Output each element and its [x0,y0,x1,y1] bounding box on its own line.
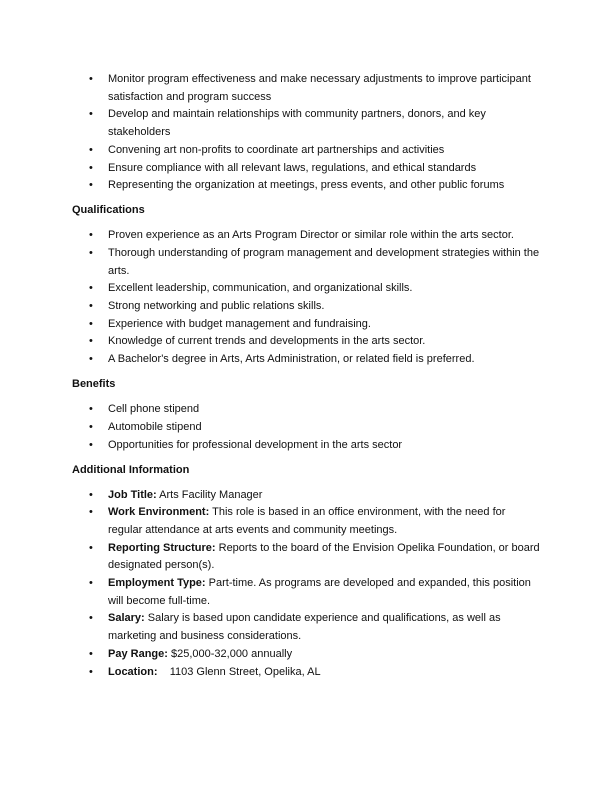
bullet-icon: • [89,647,93,660]
benefits-list [72,401,542,454]
item-label: Salary: [108,612,145,625]
benefits-heading: Benefits [72,378,116,391]
list-item: • Develop and maintain relationships with community partners, donors, and key stakeholders [89,108,486,139]
item-label: Work Environment: [108,506,210,519]
bullet-icon: • [89,229,93,242]
item-label: Job Title: [108,488,157,501]
bullet-icon: • [89,335,93,348]
list-item: • A Bachelor's degree in Arts, Arts Administration, or related field is preferred. [72,351,542,369]
list-item: • Representing the organization at meetings, press events, and other public forums [72,177,542,195]
list-item: • Salary: Salary is based upon candidate experience and qualifications, as well as marketing and business considerations. [89,612,501,643]
bullet-icon: • [89,612,93,625]
item-label: Location: [108,665,158,678]
list-item: • Location: 1103 Glenn Street, Opelika, AL [72,664,542,682]
document-page [72,71,542,681]
list-item: • Cell phone stipend [72,401,542,419]
list-item: • Reporting Structure: Reports to the board of the Envision Opelika Foundation, or board designated person(s). [89,541,540,572]
list-item: • Job Title: Arts Facility Manager [72,487,542,505]
list-item: • Ensure compliance with all relevant laws, regulations, and ethical standards [72,160,542,178]
item-label: Employment Type: [108,577,206,590]
list-item: • Convening art non-profits to coordinate art partnerships and activities [72,142,542,160]
list-item: • Work Environment: This role is based in an office environment, with the need for regular attendance at arts events and community meetings. [89,506,506,536]
bullet-icon: • [89,353,93,366]
list-item: • Experience with budget management and fundraising. [72,316,542,334]
bullet-icon: • [89,541,93,554]
list-item: • Employment Type: Part-time. As programs are developed and expanded, this position will become full-time. [89,577,531,607]
list-item: • Thorough understanding of program management and development strategies within the arts. [89,246,540,277]
bullet-icon: • [89,403,93,416]
additional-info-list [72,487,542,682]
bullet-icon: • [89,179,93,192]
list-item: • Knowledge of current trends and developments in the arts sector. [72,333,542,351]
bullet-icon: • [89,246,93,259]
bullet-icon: • [89,488,93,501]
bullet-icon: • [89,665,93,678]
list-item: • Opportunities for professional development in the arts sector [72,437,542,455]
bullet-icon: • [89,438,93,451]
bullet-icon: • [89,161,93,174]
item-label: Pay Range: [108,647,168,660]
qualifications-heading: Qualifications [72,204,145,217]
list-item: • Pay Range: $25,000-32,000 annually [72,646,542,664]
responsibilities-list [72,71,542,195]
bullet-icon: • [89,143,93,156]
bullet-icon: • [89,73,93,85]
bullet-icon: • [89,420,93,433]
bullet-icon: • [89,506,93,519]
bullet-icon: • [89,317,93,330]
additional-info-heading: Additional Information [72,463,190,476]
bullet-icon: • [89,577,93,590]
list-item: • Proven experience as an Arts Program Director or similar role within the arts sector. [72,227,542,245]
list-item: • Excellent leadership, communication, and organizational skills. [72,280,542,298]
list-item: • Strong networking and public relations skills. [72,298,542,316]
item-label: Reporting Structure: [108,541,216,554]
qualifications-list [72,227,542,369]
list-item: • Automobile stipend [72,419,542,437]
bullet-icon: • [89,108,93,121]
bullet-icon: • [89,282,93,295]
bullet-icon: • [89,300,93,313]
list-item: • Monitor program effectiveness and make necessary adjustments to improve participant satisfaction and program success [89,73,531,103]
